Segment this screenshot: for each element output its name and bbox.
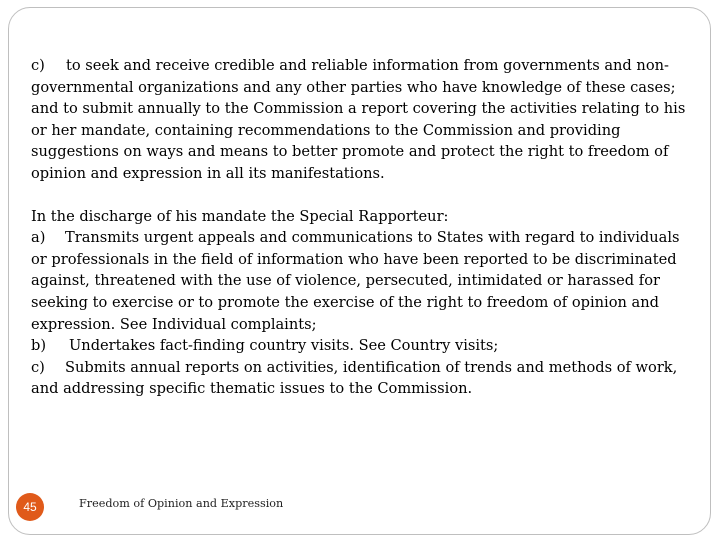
footer-title: Freedom of Opinion and Expression	[79, 497, 284, 510]
item-label: c)	[31, 57, 45, 74]
slide-number-badge: 45	[16, 493, 44, 521]
item-text: Transmits urgent appeals and communications to States with regard to individuals or professionals in the field of information who have been reported to be discriminated against, threatened with the use of violence, persecuted, intimidated or harassed for seeking to exercise or to promote the exercise of the right to freedom of opinion and expression. See Individual complaints;	[31, 229, 680, 333]
item-label: c)	[31, 358, 45, 376]
paragraph-item-b	[31, 335, 696, 357]
intro-line: In the discharge of his mandate the Special Rapporteur:	[31, 207, 449, 225]
paragraph-item-c-top	[31, 55, 696, 185]
item-label: a)	[31, 229, 46, 247]
slide-body	[31, 55, 696, 400]
item-text: to seek and receive credible and reliable information from governments and non-governmental organizations and any other parties who have knowledge of these cases; and to submit annually to the Commission a report covering the activities relating to his or her mandate, containing recommendations to the Commission and providing suggestions on ways and means to better promote and protect the right to freedom of opinion and expression in all its manifestations.	[31, 57, 686, 182]
paragraph-item-c	[31, 357, 696, 400]
item-text: Submits annual reports on activities, identification of trends and methods of work, and addressing specific thematic issues to the Commission.	[31, 358, 678, 398]
paragraph-item-a	[31, 227, 696, 335]
item-text: Undertakes fact-finding country visits. See Country visits;	[69, 337, 499, 355]
item-label: b)	[31, 337, 47, 355]
